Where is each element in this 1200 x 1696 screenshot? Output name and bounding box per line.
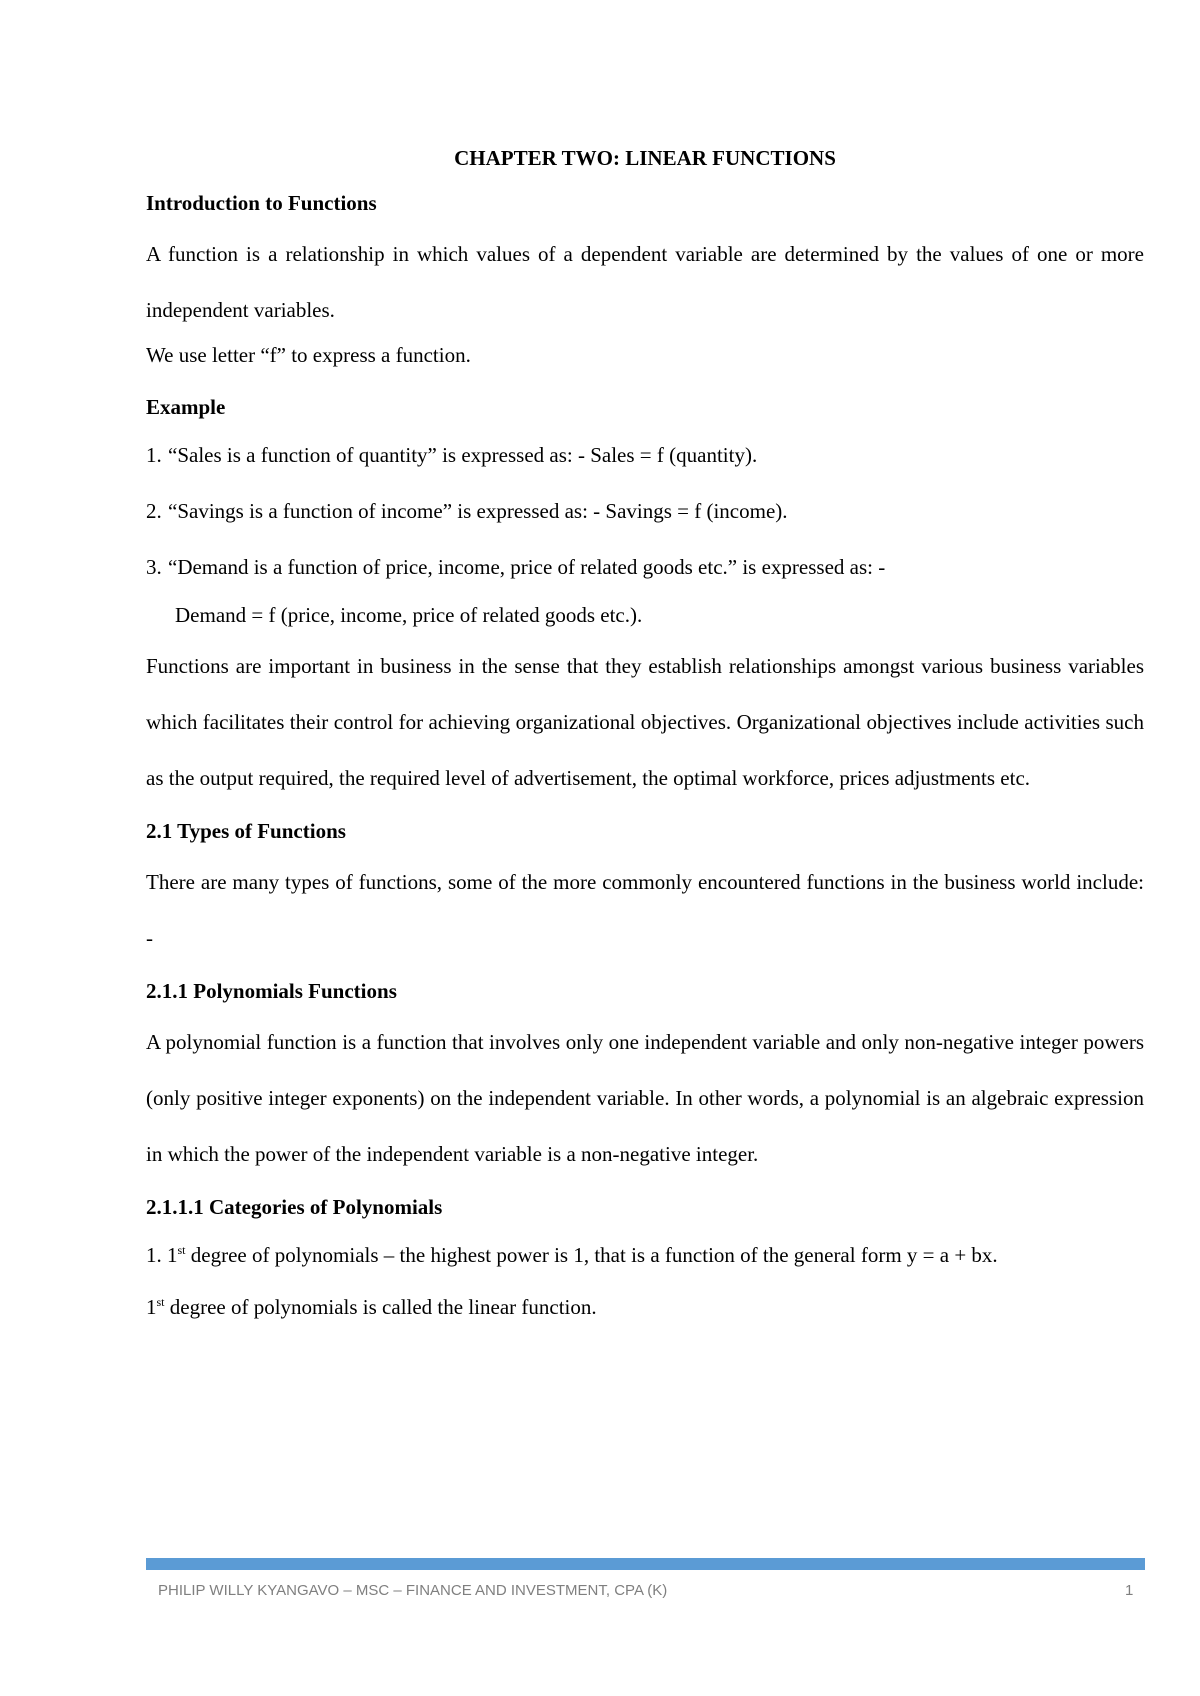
category-ordinal: 1st xyxy=(167,1243,186,1267)
example-text: “Demand is a function of price, income, price of related goods etc.” is expressed as: - xyxy=(168,555,886,579)
example-text: “Savings is a function of income” is expressed as: - Savings = f (income). xyxy=(168,499,788,523)
chapter-title: CHAPTER TWO: LINEAR FUNCTIONS xyxy=(454,146,836,170)
category-ordinal: 1st xyxy=(146,1295,165,1319)
category-item-1 xyxy=(146,1238,1144,1272)
document-body xyxy=(146,144,1144,1338)
category-item-1-continuation xyxy=(146,1290,1144,1324)
example-number: 3. xyxy=(146,555,162,579)
footer-author: PHILIP WILLY KYANGAVO – MSC – FINANCE AND INVESTMENT, CPA (K) xyxy=(158,1582,668,1599)
example-item-1 xyxy=(146,438,1144,472)
example-item-2 xyxy=(146,494,1144,528)
intro-letter-paragraph: We use letter “f” to express a function. xyxy=(146,343,471,367)
example-text: “Sales is a function of quantity” is expressed as: - Sales = f (quantity). xyxy=(168,443,758,467)
types-heading: 2.1 Types of Functions xyxy=(146,819,346,843)
intro-paragraph: A function is a relationship in which values of a dependent variable are determined by the values of one or more independent variables. xyxy=(146,242,1144,322)
example-heading: Example xyxy=(146,395,226,419)
importance-paragraph: Functions are important in business in the sense that they establish relationships amongst various business variables which facilitates their control for achieving organizational objectives. Organizational objectives include activities such as the output required, the required level of advertisement, the optimal workforce, prices adjustments etc. xyxy=(146,654,1144,790)
polynomials-heading: 2.1.1 Polynomials Functions xyxy=(146,979,397,1003)
example-number: 1. xyxy=(146,443,162,467)
category-number: 1. xyxy=(146,1243,162,1267)
example-number: 2. xyxy=(146,499,162,523)
polynomials-paragraph: A polynomial function is a function that involves only one independent variable and only non-negative integer powers (only positive integer exponents) on the independent variable. In other words, a polynomial is an algebraic expression in which the power of the independent variable is a non-negative integer. xyxy=(146,1030,1144,1166)
types-paragraph: There are many types of functions, some of the more commonly encountered functions in the business world include: - xyxy=(146,870,1144,950)
category-text: degree of polynomials – the highest power is 1, that is a function of the general form y = a + bx. xyxy=(190,1243,998,1267)
intro-heading: Introduction to Functions xyxy=(146,191,377,215)
footer-rule xyxy=(146,1558,1145,1570)
example-item-3 xyxy=(146,550,1144,584)
example-3-continuation: Demand = f (price, income, price of related goods etc.). xyxy=(175,603,643,627)
page-number: 1 xyxy=(1125,1582,1134,1599)
category-text: degree of polynomials is called the linear function. xyxy=(169,1295,597,1319)
categories-heading: 2.1.1.1 Categories of Polynomials xyxy=(146,1195,443,1219)
